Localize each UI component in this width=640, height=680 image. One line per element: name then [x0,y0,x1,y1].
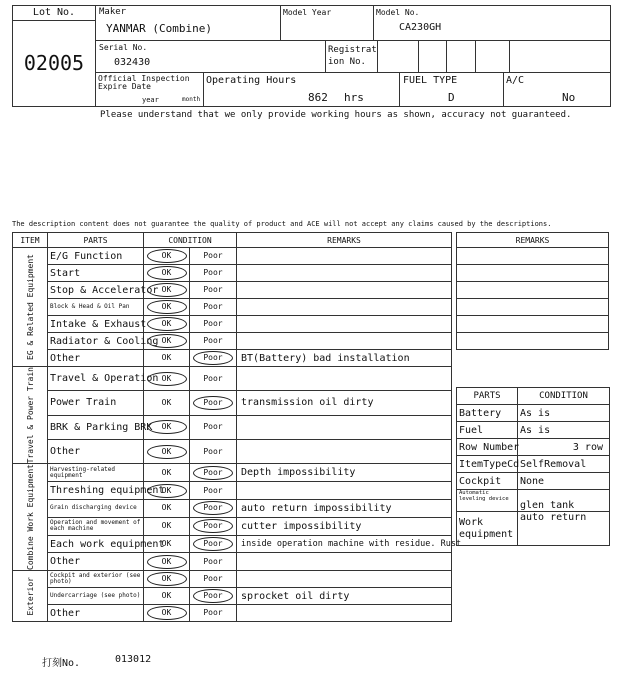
model-year-cell [281,5,374,41]
ok-cell [144,499,190,517]
poor-option: Poor [203,319,223,328]
remark-cell: Depth impossibility [237,464,452,482]
table-row [13,316,452,333]
reg-box-4 [476,41,510,73]
hours-unit: hrs [344,91,364,104]
hours-label: Operating Hours [206,75,297,86]
remarks2-header: REMARKS [457,233,609,248]
ok-selected-mark: OK [147,283,187,297]
side-part-name: Fuel [457,422,518,439]
item-group-cell [13,464,48,571]
footer-value: 013012 [115,654,152,665]
remark-cell [237,299,452,316]
ok-cell [144,265,190,282]
hours-value: 862 [308,91,328,104]
poor-option: Poor [203,336,223,345]
poor-selected-mark: Poor [193,396,233,410]
ok-option: OK [161,467,172,477]
table-row [13,535,452,553]
part-name: Block & Head & Oil Pan [48,299,144,316]
remark-cell [237,316,452,333]
remark-cell [237,333,452,350]
ok-selected-mark: OK [147,420,187,434]
table-row [13,333,452,350]
ok-selected-mark: OK [147,606,187,620]
model-year-label: Model Year [283,8,332,17]
part-name: Power Train [48,391,144,415]
item-group-cell [13,367,48,464]
ok-cell [144,391,190,415]
poor-option: Poor [203,285,223,294]
table-row [13,517,452,535]
ok-selected-mark: OK [147,555,187,569]
side-part-value: None [518,473,610,490]
fuel-cell [400,73,504,107]
ok-cell [144,350,190,367]
ok-selected-mark: OK [147,249,187,263]
poor-option: Poor [203,574,223,584]
part-name: Start [48,265,144,282]
item-group-cell [13,571,48,622]
side-condition-header: CONDITION [518,388,610,405]
poor-option: Poor [203,446,223,456]
part-name: Radiator & Cooling [48,333,144,350]
reg-box-5 [510,41,611,73]
side-part-value: As is [518,422,610,439]
poor-cell [190,391,237,415]
remark-cell: BT(Battery) bad installation [237,350,452,367]
ok-cell [144,553,190,571]
remark-cell: inside operation machine with residue. Rust [237,535,452,553]
part-name: Other [48,439,144,463]
poor-cell [190,482,237,500]
lot-number: 02005 [23,51,85,75]
table-row [13,299,452,316]
poor-option: Poor [203,608,223,618]
remarks2-row [457,282,609,299]
poor-selected-mark: Poor [193,466,233,480]
work-equipment-value: auto return [518,512,610,546]
ok-cell [144,482,190,500]
ok-selected-mark: OK [147,300,187,314]
poor-selected-mark: Poor [193,501,233,515]
year-label: year [142,96,159,104]
remark-cell [237,415,452,439]
poor-option: Poor [203,251,223,260]
ok-cell [144,248,190,265]
poor-cell [190,535,237,553]
remarks2-row [457,248,609,265]
part-name: Travel & Operation [48,367,144,391]
part-name: Undercarriage (see photo) [48,588,144,605]
poor-selected-mark: Poor [193,519,233,533]
remarks2-row [457,333,609,350]
side-part-name: Battery [457,405,518,422]
item-group-label: EG & Related Equipment [25,254,35,360]
side-parts-table [456,387,610,546]
remark-cell: sprocket oil dirty [237,588,452,605]
maker-value: YANMAR (Combine) [106,22,212,35]
ac-value: No [562,91,576,104]
table-row [13,553,452,571]
remark-cell [237,571,452,588]
side-row [457,473,610,490]
ok-cell [144,367,190,391]
ok-selected-mark: OK [147,445,187,459]
remark-cell [237,248,452,265]
part-name: Other [48,350,144,367]
ok-cell [144,333,190,350]
registration-cell [326,41,378,73]
table-row [13,391,452,415]
item-group-cell [13,248,48,367]
poor-cell [190,439,237,463]
fuel-value: D [448,91,455,104]
poor-cell [190,415,237,439]
footer-label: 打刻No. [42,658,81,669]
poor-cell [190,499,237,517]
ok-selected-mark: OK [147,266,187,280]
table-row [13,415,452,439]
poor-cell [190,517,237,535]
ok-cell [144,605,190,622]
remark-cell [237,367,452,391]
side-part-value: 3 row [518,439,610,456]
part-name: Other [48,553,144,571]
remark-cell [237,282,452,299]
poor-cell [190,571,237,588]
table-row [13,499,452,517]
part-name: Other [48,605,144,622]
poor-cell [190,333,237,350]
auto-leveling-label: Automatic leveling device [457,490,518,512]
remark-cell [237,265,452,282]
ok-selected-mark: OK [147,484,187,498]
remark-cell [237,482,452,500]
poor-cell [190,248,237,265]
poor-cell [190,464,237,482]
ok-selected-mark: OK [147,334,187,348]
header-box [12,5,611,107]
fuel-label: FUEL TYPE [403,75,458,86]
side-part-name: ItemTypeCd [457,456,518,473]
ok-option: OK [161,591,172,601]
item-group-label: Exterior [25,577,35,616]
table-row [13,248,452,265]
table-row [13,350,452,367]
side-part-name: Cockpit [457,473,518,490]
ok-option: OK [161,397,172,407]
ok-cell [144,464,190,482]
ok-cell [144,282,190,299]
ac-label: A/C [506,75,525,86]
inspection-table [12,232,462,622]
remarks2-row [457,265,609,282]
serial-value: 032430 [114,57,151,68]
ok-cell [144,535,190,553]
condition-header: CONDITION [144,233,237,248]
side-row [457,422,610,439]
ac-cell [504,73,611,107]
remark-cell [237,439,452,463]
table-row [13,482,452,500]
side-part-name: Row Number [457,439,518,456]
side-header-row [457,388,610,405]
ok-selected-mark: OK [147,372,187,386]
description-notice: The description content does not guarantee the quality of product and ACE will not accept any claims caused by the descriptions. [12,220,552,228]
part-name: Intake & Exhaust [48,316,144,333]
part-name: Harvesting-related equipment [48,464,144,482]
ok-cell [144,439,190,463]
side-part-value: SelfRemoval [518,456,610,473]
parts-header: PARTS [48,233,144,248]
reg-box-2 [419,41,447,73]
table-row [13,605,452,622]
remark-cell [237,553,452,571]
maker-label: Maker [99,7,127,17]
ok-cell [144,299,190,316]
serial-label: Serial No. [99,43,148,52]
remarks-side-table [456,232,609,350]
remarks2-row [457,316,609,333]
ok-cell [144,588,190,605]
reg-box-1 [378,41,419,73]
poor-cell [190,265,237,282]
ok-option: OK [161,503,172,513]
model-no-value: CA230GH [399,22,442,33]
poor-option: Poor [203,485,223,495]
ok-option: OK [161,539,172,549]
side-parts-header: PARTS [457,388,518,405]
item-header: ITEM [13,233,48,248]
inspection-cell [96,73,204,107]
poor-cell [190,605,237,622]
poor-option: Poor [203,302,223,311]
ok-selected-mark: OK [147,317,187,331]
table-row [13,439,452,463]
part-name: Grain discharging device [48,499,144,517]
poor-cell [190,367,237,391]
reg-box-3 [447,41,476,73]
remarks-header: REMARKS [237,233,452,248]
serial-cell [96,41,326,73]
table-row [13,571,452,588]
hours-notice: Please understand that we only provide working hours as shown, accuracy not guaranteed. [100,110,572,120]
ok-option: OK [161,521,172,531]
lot-cell [12,5,96,107]
model-no-cell [374,5,611,41]
table-row [13,588,452,605]
part-name: Operation and movement of each machine [48,517,144,535]
ok-selected-mark: OK [147,572,187,586]
poor-cell [190,350,237,367]
table-row [13,282,452,299]
poor-selected-mark: Poor [193,589,233,603]
remark-cell [237,605,452,622]
registration-label: Registrat ion No. [328,45,377,67]
ok-cell [144,517,190,535]
remarks2-row [457,299,609,316]
side-row [457,439,610,456]
part-name: Stop & Accelerator [48,282,144,299]
table-row [13,464,452,482]
poor-option: Poor [203,556,223,566]
auto-leveling-value: glen tank [518,490,610,512]
poor-option: Poor [203,268,223,277]
side-row [457,405,610,422]
month-label: month [182,96,201,103]
inspection-label: Official Inspection Expire Date [98,74,190,91]
remark-cell: auto return impossibility [237,499,452,517]
poor-cell [190,282,237,299]
part-name: E/G Function [48,248,144,265]
side-row [457,490,610,512]
part-name: BRK & Parking BRK [48,415,144,439]
remark-cell: cutter impossibility [237,517,452,535]
side-row [457,456,610,473]
part-name: Threshing equipment [48,482,144,500]
side-part-value: As is [518,405,610,422]
lot-label: Lot No. [13,6,95,21]
poor-cell [190,588,237,605]
part-name: Each work equipment [48,535,144,553]
table-row [13,265,452,282]
poor-selected-mark: Poor [193,537,233,551]
hours-cell [204,73,400,107]
model-no-label: Model No. [376,8,420,17]
item-group-label: Combine Work Equipment [25,464,35,571]
poor-cell [190,553,237,571]
table-row [13,367,452,391]
ok-cell [144,316,190,333]
item-group-label: Travel & Power Train [25,367,35,464]
ok-cell [144,415,190,439]
maker-cell [96,5,281,41]
poor-cell [190,316,237,333]
poor-selected-mark: Poor [193,351,233,365]
part-name: Cockpit and exterior (see photo) [48,571,144,588]
ok-cell [144,571,190,588]
poor-option: Poor [203,422,223,432]
poor-option: Poor [203,373,223,383]
remark-cell: transmission oil dirty [237,391,452,415]
side-row [457,512,610,546]
work-equipment-label: Work equipment [457,512,518,546]
ok-option: OK [161,353,172,362]
poor-cell [190,299,237,316]
